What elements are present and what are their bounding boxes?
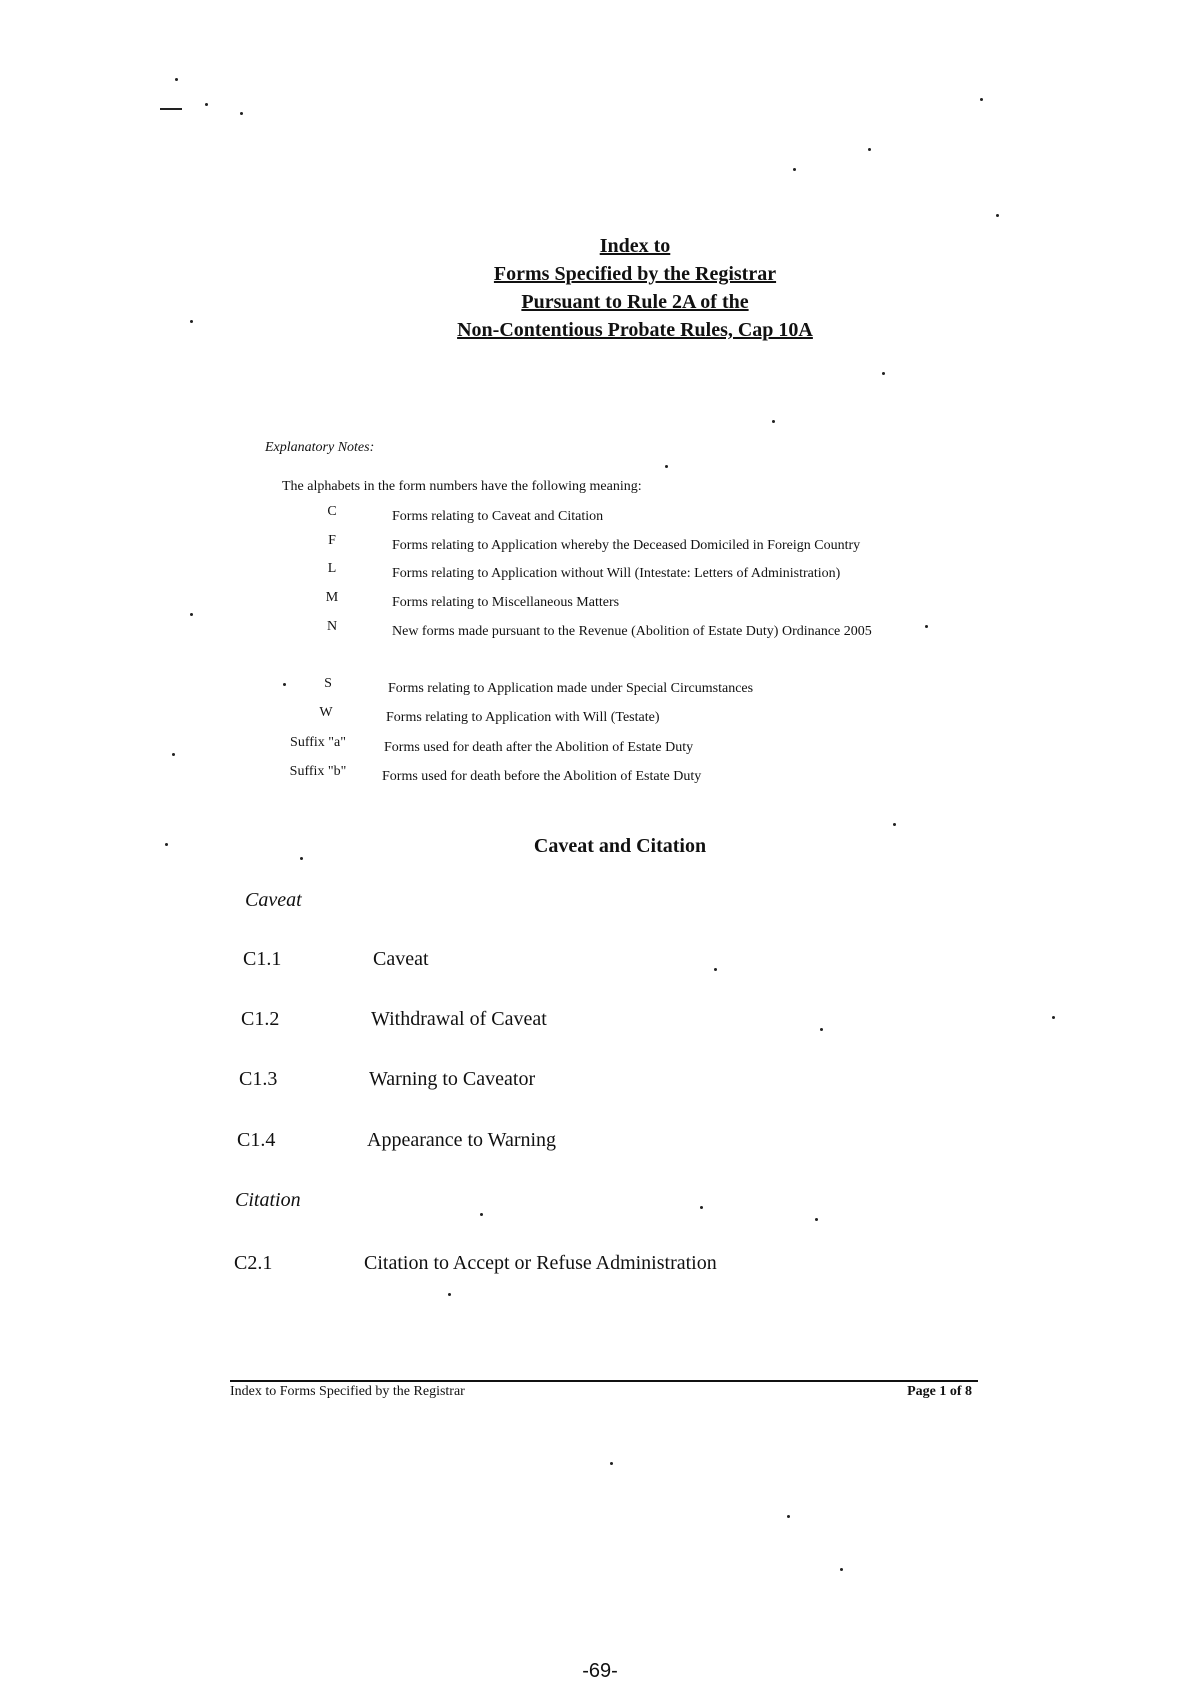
document-title <box>0 232 1200 344</box>
form-title: Citation to Accept or Refuse Administration <box>364 1252 717 1274</box>
legend-code: L <box>327 561 337 576</box>
legend-text: Forms relating to Application with Will (Testate) <box>386 710 660 725</box>
group-heading-citation: Citation <box>235 1189 301 1211</box>
title-line-2: Forms Specified by the Registrar <box>493 263 777 285</box>
form-code: C2.1 <box>234 1252 273 1274</box>
form-title: Withdrawal of Caveat <box>371 1008 547 1030</box>
form-title: Caveat <box>373 948 429 970</box>
title-line-1: Index to <box>599 235 671 257</box>
title-line-4: Non-Contentious Probate Rules, Cap 10A <box>457 319 813 341</box>
legend-text: Forms used for death after the Abolition of Estate Duty <box>384 740 694 755</box>
legend-text: Forms used for death before the Abolition of Estate Duty <box>382 769 702 784</box>
legend-code: S <box>324 676 332 691</box>
form-code: C1.1 <box>243 948 282 970</box>
legend-code: F <box>328 533 336 548</box>
legend-text: Forms relating to Application without Will (Intestate: Letters of Administration) <box>392 566 841 581</box>
legend-text: Forms relating to Caveat and Citation <box>392 509 604 524</box>
legend-text: Forms relating to Application whereby the Deceased Domiciled in Foreign Country <box>392 538 861 553</box>
form-code: C1.3 <box>239 1068 278 1090</box>
footer-page-count: Page 1 of 8 <box>907 1384 972 1399</box>
page-number: -69- <box>582 1660 618 1682</box>
legend-text: Forms relating to Application made under Special Circumstances <box>388 681 754 696</box>
footer-left: Index to Forms Specified by the Registrar <box>230 1384 465 1399</box>
title-line-3: Pursuant to Rule 2A of the <box>521 291 749 313</box>
legend-code: Suffix "b" <box>289 764 347 779</box>
form-title: Warning to Caveator <box>369 1068 536 1090</box>
form-code: C1.2 <box>241 1008 280 1030</box>
legend-code: N <box>326 619 338 634</box>
group-heading-caveat: Caveat <box>245 889 302 911</box>
legend-text: New forms made pursuant to the Revenue (Abolition of Estate Duty) Ordinance 2005 <box>392 624 872 639</box>
notes-intro: The alphabets in the form numbers have the following meaning: <box>282 479 642 494</box>
legend-code: C <box>327 504 337 519</box>
footer-rule <box>230 1380 978 1382</box>
form-title: Appearance to Warning <box>367 1129 557 1151</box>
form-code: C1.4 <box>237 1129 276 1151</box>
section-title: Caveat and Citation <box>533 835 707 857</box>
legend-text: Forms relating to Miscellaneous Matters <box>392 595 620 610</box>
legend-code: Suffix "a" <box>290 735 346 750</box>
notes-heading: Explanatory Notes: <box>265 440 375 455</box>
legend-code: M <box>325 590 339 605</box>
legend-code: W <box>319 705 333 720</box>
